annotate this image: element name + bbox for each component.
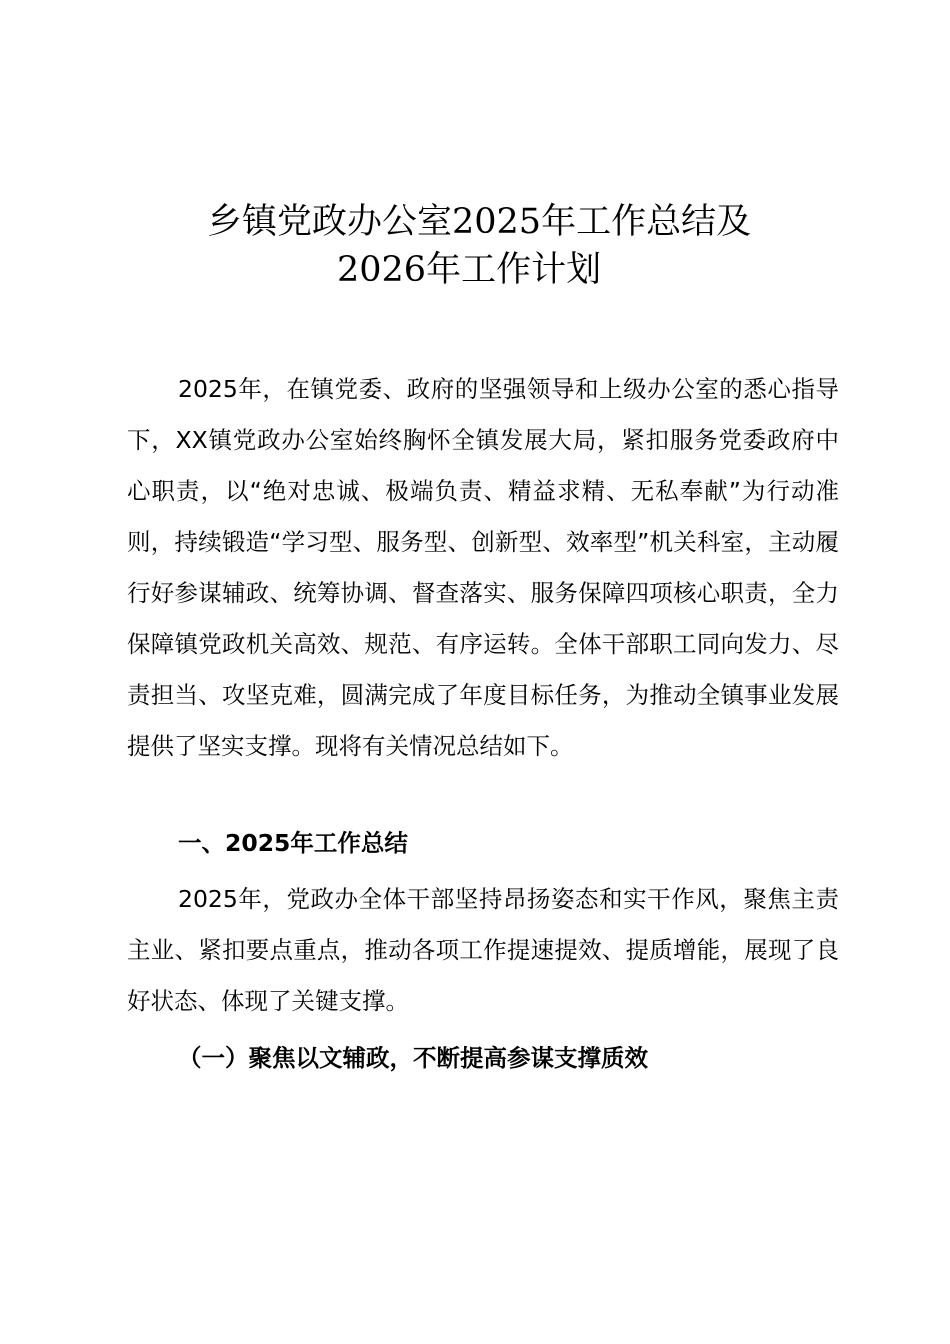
intro-paragraph: 2025年，在镇党委、政府的坚强领导和上级办公室的悉心指导下，XX镇党政办公室始终胸怀全镇发展大局，紧扣服务党委政府中心职责，以“绝对忠诚、极端负责、精益求精、无私奉献”为行动准则，持续锻造“学习型、服务型、创新型、效率型”机关科室，主动履行好参谋辅政、统筹协调、督查落实、服务保障四项核心职责，全力保障镇党政机关高效、规范、有序运转。全体干部职工同向发力、尽责担当、攻坚克难，圆满完成了年度目标任务，为推动全镇事业发展提供了坚实支撑。现将有关情况总结如下。 [127,375,839,760]
section-heading-1: 一、2025年工作总结 [178,829,408,857]
document-title [127,198,867,294]
title-line-1: 乡镇党政办公室2025年工作总结及 [207,202,752,242]
section1-paragraph: 2025年，党政办全体干部坚持昂扬姿态和实干作风，聚焦主责主业、紧扣要点重点，推动各项工作提速提效、提质增能，展现了良好状态、体现了关键支撑。 [127,885,839,1015]
subsection-heading-1: （一）聚焦以文辅政，不断提高参谋支撑质效 [178,1044,648,1072]
title-line-2: 2026年工作计划 [337,250,602,290]
